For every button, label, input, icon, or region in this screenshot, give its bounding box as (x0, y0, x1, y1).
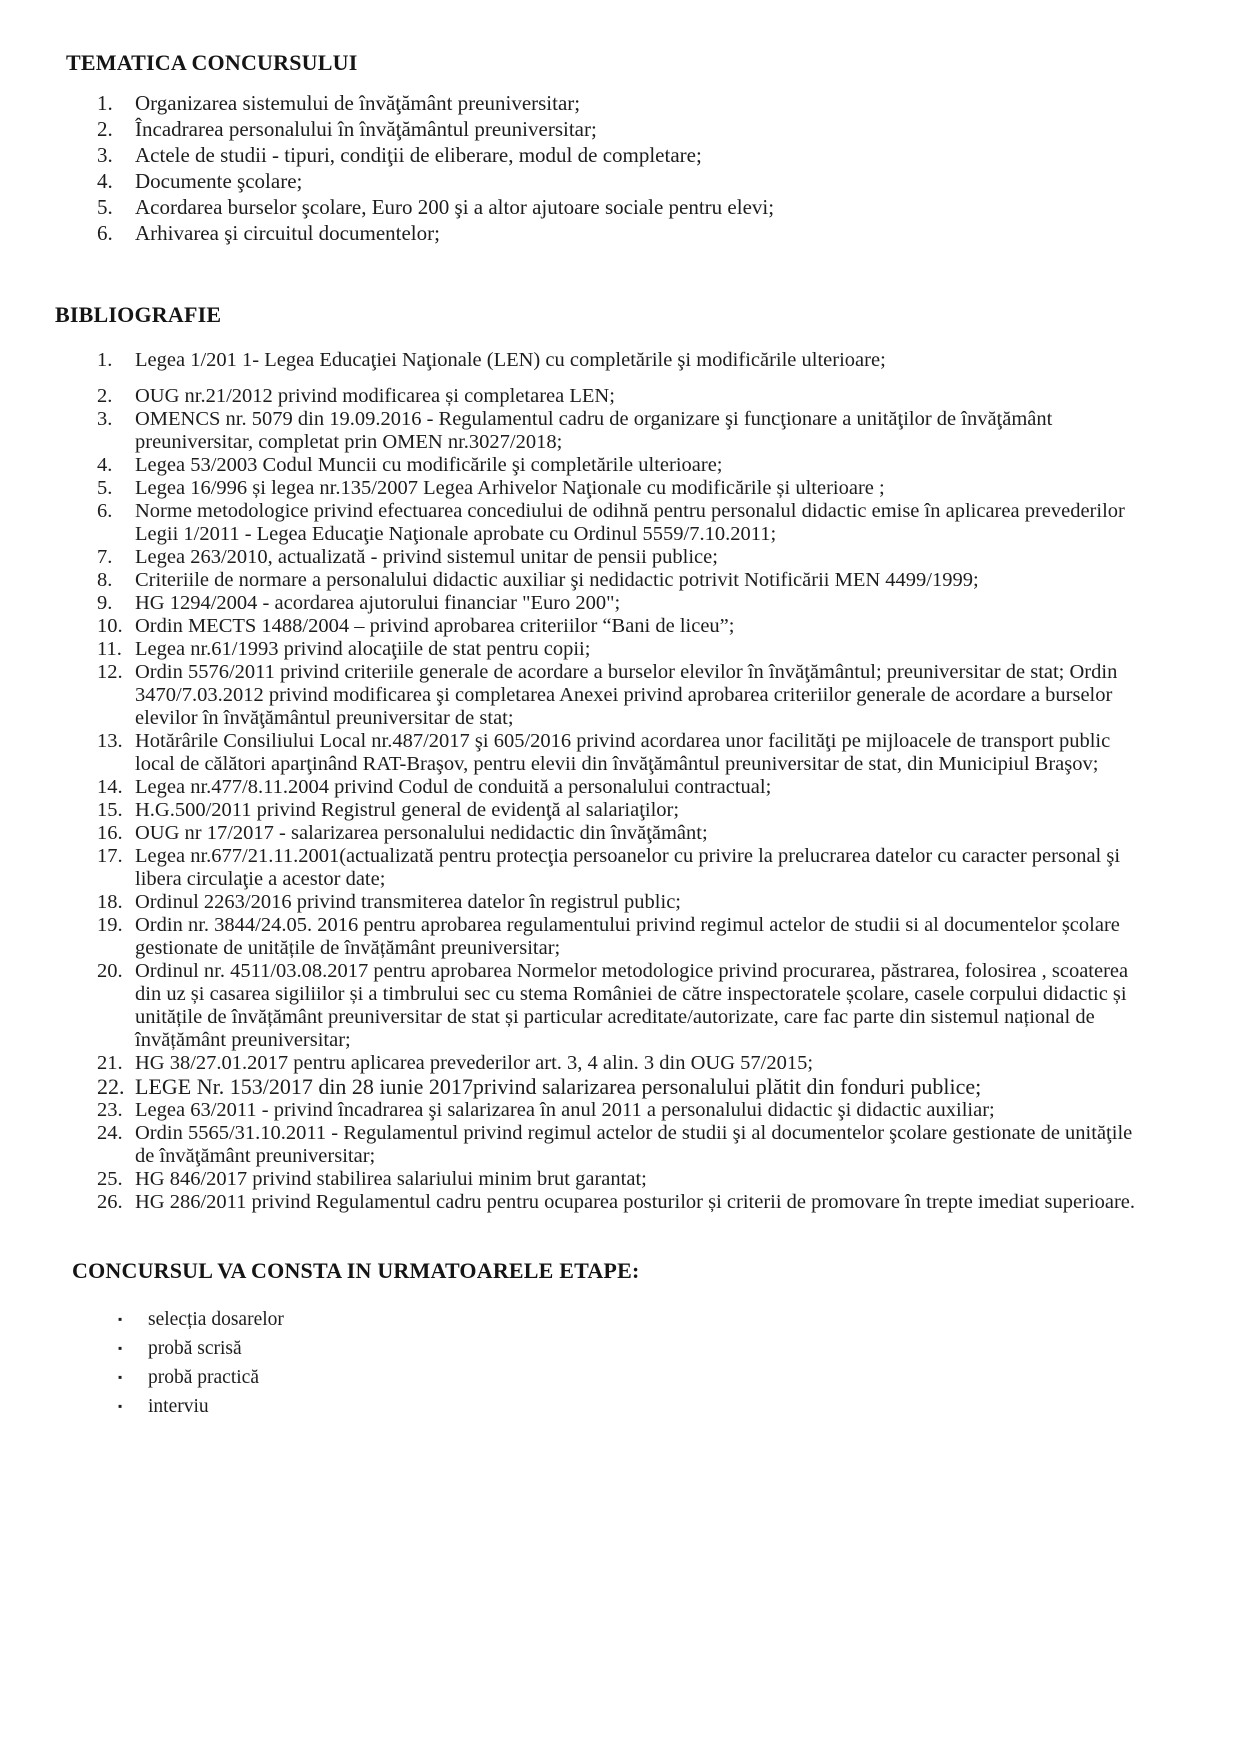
item-text: Criteriile de normare a personalului didactic auxiliar şi nedidactic potrivit Notificării MEN 4499/1999; (135, 569, 979, 591)
item-number: 20. (97, 960, 123, 982)
item-text: Încadrarea personalului în învăţământul preuniversitar; (135, 117, 597, 141)
item-number: 23. (97, 1099, 123, 1121)
list-item (55, 1392, 1155, 1421)
item-text: Ordin nr. 3844/24.05. 2016 pentru aprobarea regulamentului privind regimul actelor de studii si al documentelor școlare gestionate de unitățile de învățământ preuniversitar; (135, 914, 1120, 959)
item-number: 17. (97, 845, 123, 867)
item-number: 18. (97, 891, 123, 913)
item-number: 5. (97, 195, 113, 219)
item-text: Norme metodologice privind efectuarea concediului de odihnă pentru personalul didactic emise în aplicarea prevederilor Legii 1/2011 - Legea Educaţie Naţionale aprobate cu Ordinul 5559/7.10.2011; (135, 500, 1125, 545)
item-text: Ordin MECTS 1488/2004 – privind aprobarea criteriilor “Bani de liceu”; (135, 615, 735, 637)
bibliografie-section (55, 302, 1155, 1214)
list-item (55, 454, 1155, 477)
item-text: Legea nr.61/1993 privind alocaţiile de stat pentru copii; (135, 638, 591, 660)
item-text: Hotărârile Consiliului Local nr.487/2017 şi 605/2016 privind acordarea unor facilităţi pe mijloacele de transport public local de călători aparţinând RAT-Braşov, pentru elevii din învăţământul preuniversitar de stat, din Municipiul Braşov; (135, 730, 1111, 775)
square-bullet-icon: ▪ (118, 1312, 123, 1326)
item-text: HG 846/2017 privind stabilirea salariului minim brut garantat; (135, 1168, 647, 1190)
item-number: 24. (97, 1122, 123, 1144)
bullet-item-label: probă scrisă (148, 1338, 242, 1359)
item-text: Ordin 5576/2011 privind criteriile generale de acordare a burselor elevilor în învăţământul; preuniversitar de stat; Ordin 3470/7.03.2012 privind modificarea şi completarea Anexei privind aprobarea criteriilor generale de acordare a burselor elevilor în învăţământul preuniversitar de stat; (135, 661, 1118, 729)
list-item (55, 730, 1155, 776)
list-item (55, 194, 1155, 220)
bullet-item-label: probă practică (148, 1367, 259, 1388)
list-item (55, 1363, 1155, 1392)
list-item (55, 1334, 1155, 1363)
item-text: OUG nr.21/2012 privind modificarea și completarea LEN; (135, 385, 615, 407)
item-number: 11. (97, 638, 122, 660)
item-text: Acordarea burselor şcolare, Euro 200 şi a altor ajutoare sociale pentru elevi; (135, 195, 775, 219)
etape-list (55, 1305, 1155, 1421)
item-number: 7. (97, 546, 113, 568)
item-number: 1. (97, 349, 113, 371)
item-number: 3. (97, 143, 113, 167)
item-text: OMENCS nr. 5079 din 19.09.2016 - Regulamentul cadru de organizare şi funcţionare a unităţilor de învăţământ preuniversitar, completat prin OMEN nr.3027/2018; (135, 408, 1053, 453)
item-number: 25. (97, 1168, 123, 1190)
bibliografie-list (55, 349, 1155, 1214)
item-number: 3. (97, 408, 113, 430)
item-text: OUG nr 17/2017 - salarizarea personalului nedidactic din învăţământ; (135, 822, 708, 844)
item-number: 16. (97, 822, 123, 844)
list-item (55, 477, 1155, 500)
tematica-section (55, 50, 1155, 246)
item-text: Legea nr.477/8.11.2004 privind Codul de conduită a personalului contractual; (135, 776, 772, 798)
item-number: 1. (97, 91, 113, 115)
item-text: Legea 63/2011 - privind încadrarea şi salarizarea în anul 2011 a personalului didactic şi didactic auxiliar; (135, 1099, 995, 1121)
tematica-list (55, 90, 1155, 246)
list-item (55, 960, 1155, 1052)
item-text: Legea 263/2010, actualizată - privind sistemul unitar de pensii publice; (135, 546, 718, 568)
item-text: Legea nr.677/21.11.2001(actualizată pentru protecţia persoanelor cu privire la prelucrarea datelor cu caracter personal şi libera circulaţie a acestor date; (135, 845, 1121, 890)
item-text: Ordinul nr. 4511/03.08.2017 pentru aprobarea Normelor metodologice privind procurarea, păstrarea, folosirea , scoaterea din uz și casarea sigiliilor și a timbrului sec cu stema României de către inspectoratele școlare, casele corpului didactic și unitățile de învățământ preuniversitar de stat și particular acreditate/autorizate, care fac parte din sistemul național de învățământ preuniversitar; (135, 960, 1129, 1051)
list-item (55, 1052, 1155, 1075)
square-bullet-icon: ▪ (118, 1399, 123, 1413)
item-text: Legea 1/201 1- Legea Educaţiei Naţionale (LEN) cu completările şi modificările ulterioare; (135, 349, 886, 371)
item-number: 26. (97, 1191, 123, 1213)
item-number: 2. (97, 385, 113, 407)
square-bullet-icon: ▪ (118, 1370, 123, 1384)
item-text: HG 286/2011 privind Regulamentul cadru pentru ocuparea posturilor și criterii de promovare în trepte imediat superioare. (135, 1191, 1136, 1213)
bibliografie-title: BIBLIOGRAFIE (55, 302, 222, 327)
item-text: LEGE Nr. 153/2017 din 28 iunie 2017privind salarizarea personalului plătit din fonduri publice; (135, 1074, 982, 1099)
list-item (55, 845, 1155, 891)
list-item (55, 799, 1155, 822)
etape-section (55, 1258, 1155, 1421)
tematica-title: TEMATICA CONCURSULUI (66, 50, 358, 75)
item-number: 22. (97, 1074, 125, 1099)
item-text: Ordin 5565/31.10.2011 - Regulamentul privind regimul actelor de studii şi al documentelor şcolare gestionate de unităţile de învăţământ preuniversitar; (135, 1122, 1133, 1167)
item-number: 4. (97, 169, 113, 193)
list-item (55, 1099, 1155, 1122)
etape-title: CONCURSUL VA CONSTA IN URMATOARELE ETAPE: (72, 1258, 640, 1283)
item-number: 2. (97, 117, 113, 141)
bullet-item-label: selecția dosarelor (148, 1309, 284, 1330)
list-item (55, 349, 1155, 372)
item-text: Legea 16/996 și legea nr.135/2007 Legea Arhivelor Naţionale cu modificările și ulterioare ; (135, 477, 885, 499)
list-item (55, 891, 1155, 914)
item-text: Ordinul 2263/2016 privind transmiterea datelor în registrul public; (135, 891, 681, 913)
item-number: 12. (97, 661, 123, 683)
item-text: Arhivarea şi circuitul documentelor; (135, 221, 440, 245)
list-item (55, 500, 1155, 546)
list-item (55, 1191, 1155, 1214)
list-item (55, 822, 1155, 845)
item-text: Actele de studii - tipuri, condiţii de eliberare, modul de completare; (135, 143, 702, 167)
list-item (55, 408, 1155, 454)
item-text: Documente şcolare; (135, 169, 303, 193)
item-number: 6. (97, 221, 113, 245)
list-item (55, 546, 1155, 569)
list-item (55, 638, 1155, 661)
list-item (55, 661, 1155, 730)
item-text: HG 1294/2004 - acordarea ajutorului financiar "Euro 200"; (135, 592, 621, 614)
list-item (55, 142, 1155, 168)
list-item (55, 1122, 1155, 1168)
bullet-item-label: interviu (148, 1396, 209, 1417)
list-item (55, 1168, 1155, 1191)
list-item (55, 592, 1155, 615)
list-item (55, 1075, 1155, 1099)
list-item (55, 385, 1155, 408)
item-number: 15. (97, 799, 123, 821)
list-item (55, 615, 1155, 638)
item-number: 9. (97, 592, 113, 614)
list-item (55, 1305, 1155, 1334)
item-number: 8. (97, 569, 113, 591)
item-number: 19. (97, 914, 123, 936)
list-item (55, 116, 1155, 142)
list-item (55, 90, 1155, 116)
list-item (55, 220, 1155, 246)
item-number: 4. (97, 454, 113, 476)
item-text: H.G.500/2011 privind Registrul general de evidenţă al salariaţilor; (135, 799, 680, 821)
list-item (55, 168, 1155, 194)
list-item (55, 569, 1155, 592)
item-text: Legea 53/2003 Codul Muncii cu modificările şi completările ulterioare; (135, 454, 723, 476)
item-number: 5. (97, 477, 113, 499)
square-bullet-icon: ▪ (118, 1341, 123, 1355)
item-number: 13. (97, 730, 123, 752)
item-number: 14. (97, 776, 123, 798)
item-number: 10. (97, 615, 123, 637)
item-text: HG 38/27.01.2017 pentru aplicarea prevederilor art. 3, 4 alin. 3 din OUG 57/2015; (135, 1052, 814, 1074)
list-item (55, 914, 1155, 960)
item-number: 21. (97, 1052, 123, 1074)
item-number: 6. (97, 500, 113, 522)
item-text: Organizarea sistemului de învăţământ preuniversitar; (135, 91, 581, 115)
list-item (55, 776, 1155, 799)
